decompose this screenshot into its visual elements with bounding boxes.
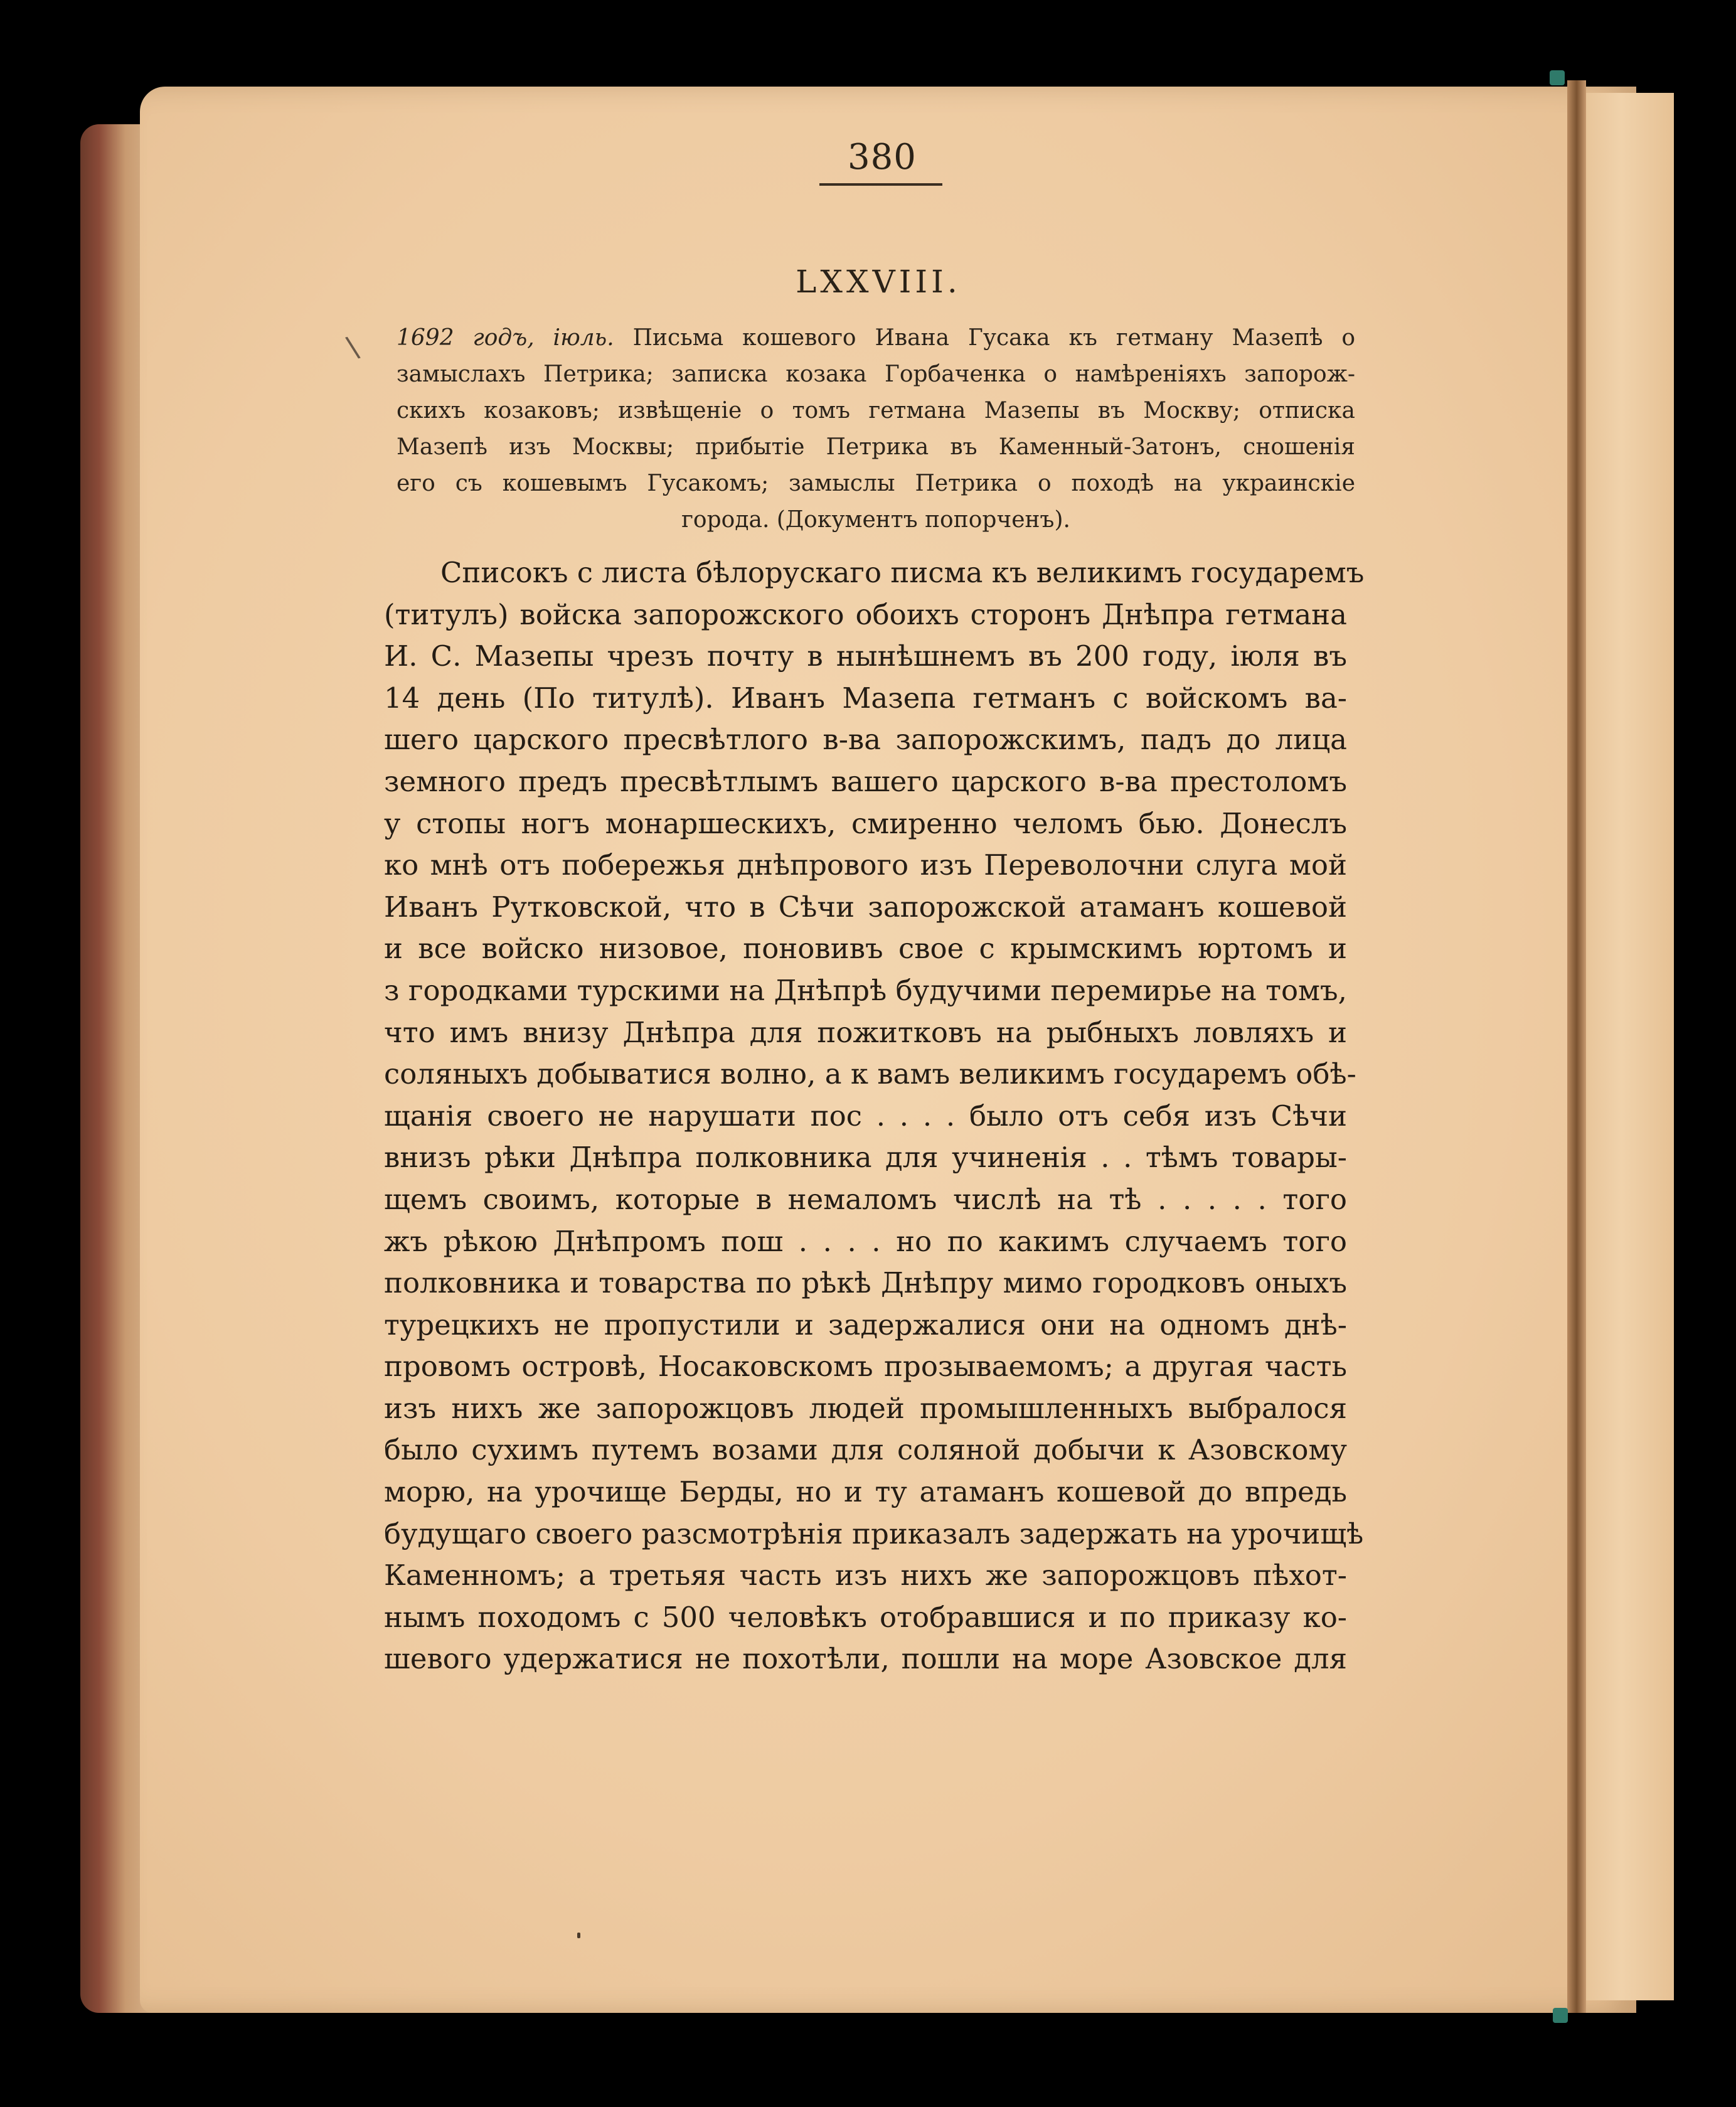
body-line: полковника и товарства по рѣкѣ Днѣпру мимо городковъ оныхъ	[384, 1266, 1347, 1300]
body-text	[384, 552, 1365, 1680]
body-line: что имъ внизу Днѣпра для пожитковъ на рыбныхъ ловляхъ и	[384, 1015, 1347, 1049]
facing-page	[1586, 93, 1674, 2000]
body-line: провомъ островѣ, Носаковскомъ прозываемомъ; а другая часть	[384, 1350, 1347, 1384]
body-line: щанія своего не нарушати пос . . . . было отъ себя изъ Сѣчи	[384, 1099, 1347, 1133]
body-line: внизъ рѣки Днѣпра полковника для учиненія . . тѣмъ товары-	[384, 1141, 1347, 1175]
body-line: 14 день (По титулѣ). Иванъ Мазепа гетманъ с войскомъ ва-	[384, 681, 1347, 715]
body-line: з городками турскими на Днѣпрѣ будучими перемирье на томъ,	[384, 973, 1347, 1007]
body-line: соляныхъ добыватися волно, а к вамъ великимъ государемъ обѣ-	[384, 1057, 1356, 1091]
summary-line: Мазепѣ изъ Москвы; прибытіе Петрика въ Каменный-Затонъ, сношенія	[397, 434, 1355, 460]
body-line: Иванъ Рутковской, что в Сѣчи запорожской атаманъ кошевой	[384, 890, 1347, 924]
summary-line: скихъ козаковъ; извѣщеніе о томъ гетмана Мазепы въ Москву; отписка	[397, 398, 1355, 424]
corner-tab-bottom	[1553, 2008, 1568, 2023]
book-gutter	[1567, 80, 1586, 2013]
summary-line: города. (Документъ попорченъ).	[681, 507, 1070, 533]
body-line: шего царского пресвѣтлого в-ва запорожскимъ, падъ до лица	[384, 723, 1347, 757]
page-number: 380	[848, 137, 917, 178]
body-line: и все войско низовое, поновивъ свое с крымскимъ юртомъ и	[384, 932, 1347, 966]
summary-date: 1692 годъ, іюль.	[397, 325, 614, 351]
body-line: Каменномъ; а третьяя часть изъ нихъ же запорожцовъ пѣхот-	[384, 1559, 1347, 1592]
body-line: морю, на урочище Берды, но и ту атаманъ кошевой до впредь	[384, 1475, 1347, 1509]
body-line: И. С. Мазепы чрезъ почту в нынѣшнемъ въ 200 году, іюля въ	[384, 639, 1347, 673]
body-line: было сухимъ путемъ возами для соляной добычи к Азовскому	[384, 1433, 1347, 1467]
body-line: ко мнѣ отъ побережья днѣпрового изъ Переволочни слуга мой	[384, 848, 1347, 882]
body-line: Списокъ с листа бѣлорускаго писма къ великимъ государемъ	[440, 556, 1365, 589]
page-number-rule	[819, 183, 942, 186]
pencil-tick-mark: ∖	[338, 329, 365, 367]
body-line: нымъ походомъ с 500 человѣкъ отобравшися и по приказу ко-	[384, 1600, 1347, 1634]
body-line: шевого удержатися не похотѣли, пошли на море Азовское для	[384, 1642, 1347, 1676]
document-heading: LXXVIII.	[796, 264, 961, 300]
body-line: изъ нихъ же запорожцовъ людей промышленныхъ выбралося	[384, 1391, 1347, 1425]
body-line: у стопы ногъ монаршескихъ, смиренно челомъ бью. Донеслъ	[384, 806, 1347, 840]
body-line: земного предъ пресвѣтлымъ вашего царского в-ва престоломъ	[384, 764, 1347, 798]
body-line: (титулъ) войска запорожского обоихъ сторонъ Днѣпра гетмана	[384, 597, 1347, 631]
body-line: жъ рѣкою Днѣпромъ пош . . . . но по какимъ случаемъ того	[384, 1224, 1347, 1258]
body-line: щемъ своимъ, которые в немаломъ числѣ на тѣ . . . . . того	[384, 1182, 1347, 1216]
body-line: турецкихъ не пропустили и задержалися они на одномъ днѣ-	[384, 1308, 1347, 1342]
summary-line: его съ кошевымъ Гусакомъ; замыслы Петрика о походѣ на украинскіе	[397, 471, 1355, 496]
summary-line: 1692 годъ, іюль. Письма кошевого Ивана Гусака къ гетману Мазепѣ о	[397, 325, 1356, 351]
summary-line: замыслахъ Петрика; записка козака Горбаченка о намѣреніяхъ запорож-	[397, 361, 1355, 387]
ink-speck	[577, 1933, 580, 1938]
body-line: будущаго своего разсмотрѣнія приказалъ задержать на урочищѣ	[384, 1517, 1364, 1550]
corner-tab-top	[1550, 70, 1565, 85]
document-summary	[397, 320, 1355, 538]
